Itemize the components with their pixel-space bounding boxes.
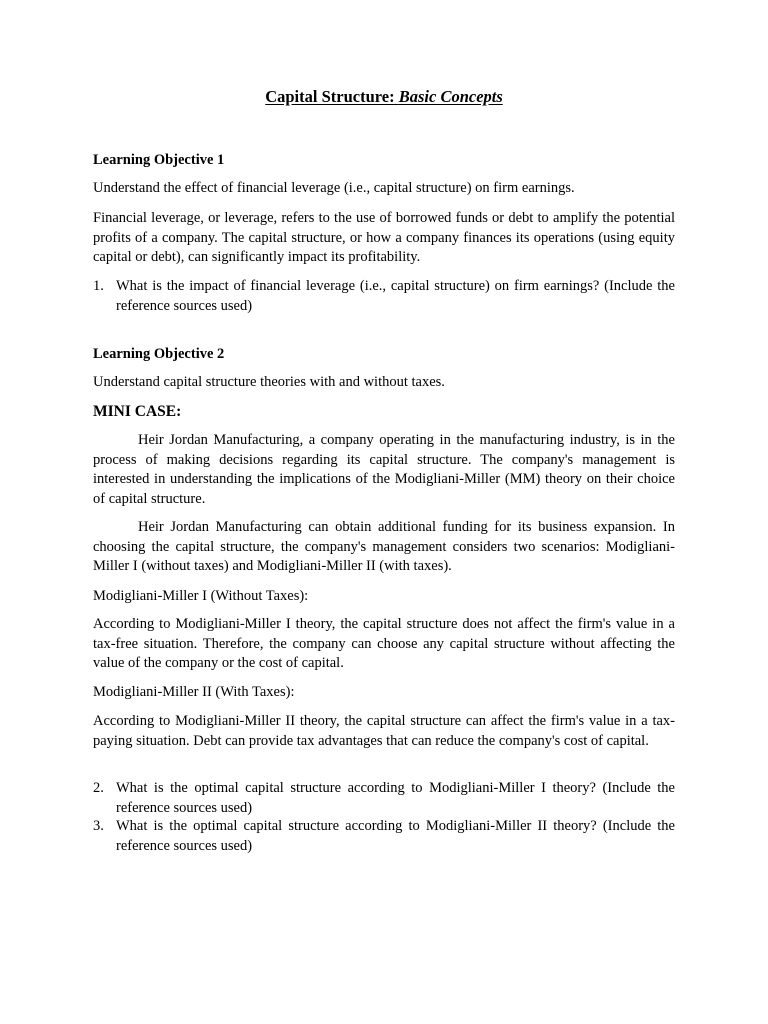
document-title [93,87,675,107]
learning-objective-2-heading: Learning Objective 2 [93,346,225,362]
question-1-number: 1. [93,278,104,294]
question-2-number: 2. [93,780,104,796]
question-2 [93,779,675,818]
title-italic: Basic Concepts [398,87,503,106]
title-underlined [265,87,503,106]
mm2-heading: Modigliani-Miller II (With Taxes): [93,684,295,700]
mm1-heading: Modigliani-Miller I (Without Taxes): [93,588,309,604]
learning-objective-1-heading: Learning Objective 1 [93,152,225,168]
learning-objective-2-intro: Understand capital structure theories with and without taxes. [93,374,445,390]
question-1 [93,277,675,316]
question-3-number: 3. [93,818,104,834]
learning-objective-1-intro: Understand the effect of financial leverage (i.e., capital structure) on firm earnings. [93,180,575,196]
mini-case-paragraph-1: Heir Jordan Manufacturing, a company operating in the manufacturing industry, is in the process of making decisions regarding its capital structure. The company's management is interested in understanding the implications of the Modigliani-Miller (MM) theory on their choice of capital structure. [93,432,675,507]
question-3-text: What is the optimal capital structure according to Modigliani-Miller II theory? (Include the reference sources used) [116,818,675,854]
question-2-text: What is the optimal capital structure according to Modigliani-Miller I theory? (Include the reference sources used) [116,780,675,816]
title-main: Capital Structure: [265,87,395,106]
question-1-text: What is the impact of financial leverage (i.e., capital structure) on firm earnings? (Include the reference sources used) [116,278,675,314]
mm1-paragraph: According to Modigliani-Miller I theory, the capital structure does not affect the firm's value in a tax-free situation. Therefore, the company can choose any capital structure without affecting the value of the company or the cost of capital. [93,616,675,671]
mm2-paragraph: According to Modigliani-Miller II theory, the capital structure can affect the firm's value in a tax-paying situation. Debt can provide tax advantages that can reduce the company's cost of capital. [93,713,675,749]
mini-case-label: MINI CASE: [93,403,182,420]
mini-case-paragraph-2: Heir Jordan Manufacturing can obtain additional funding for its business expansion. In choosing the capital structure, the company's management considers two scenarios: Modigliani-Miller I (without taxes) and Modigliani-Miller II (with taxes). [93,519,675,574]
financial-leverage-paragraph: Financial leverage, or leverage, refers to the use of borrowed funds or debt to amplify the potential profits of a company. The capital structure, or how a company finances its operations (using equity capital or debt), can significantly impact its profitability. [93,210,675,265]
question-3 [93,817,675,856]
